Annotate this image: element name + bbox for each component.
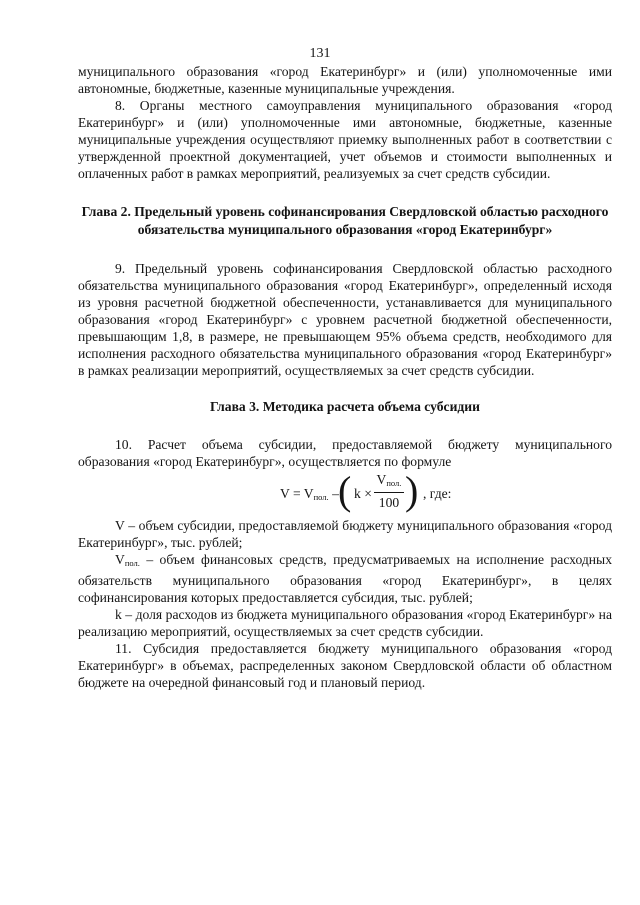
definition-v-symbol: V (115, 517, 129, 533)
formula-v: V (280, 485, 290, 501)
chapter-3-heading: Глава 3. Методика расчета объема субсидии (210, 399, 480, 414)
document-body (78, 63, 612, 691)
paragraph-8: 8. Органы местного самоуправления муниципального образования «город Екатеринбург» и (или) уполномоченные ими автономные, бюджетные, казенные муниципальные учреждения осуществляют приемку выполненных работ в соответствии с утвержденной проектной документацией, учет объемов и стоимости выполненных и оплаченных работ в рамках мероприятий, реализуемых за счет средств субсидии. (78, 98, 612, 181)
formula-minus: – (328, 485, 339, 501)
definition-k (78, 606, 612, 640)
formula-times: × (360, 485, 372, 501)
formula-left-side (280, 485, 339, 506)
formula-k-term (354, 485, 372, 502)
formula-vpol: V (303, 485, 314, 501)
definition-vpol (78, 551, 612, 606)
formula-left-paren: ( (338, 467, 352, 513)
page-number: 131 (309, 46, 331, 61)
formula-fraction-denominator: 100 (378, 494, 400, 510)
chapter-2-heading (78, 203, 612, 238)
definition-v-text: – объем субсидии, предоставляемой бюджету муниципального образования «город Екатеринбург», тыс. рублей; (78, 517, 612, 550)
paragraph-10: 10. Расчет объема субсидии, предоставляемой бюджету муниципального образования «город Екатеринбург», осуществляется по формуле (78, 436, 612, 469)
formula-vpol-subscript: пол. (313, 491, 329, 502)
chapter-2-title: Глава 2. Предельный уровень софинансирования Свердловской областью расходного обязательства муниципального образования «город Екатеринбург» (81, 204, 609, 237)
formula-frac-subscript: пол. (386, 477, 402, 488)
formula-where-label: , где: (423, 485, 452, 501)
subsidy-formula (78, 467, 612, 515)
formula-right-paren: ) (405, 467, 419, 513)
definition-k-text: – доля расходов из бюджета муниципального образования «город Екатеринбург» на реализацию мероприятий, осуществляемых за счет средств субсидии. (78, 606, 612, 639)
paragraph-intro: муниципального образования «город Екатеринбург» и (или) уполномоченные ими автономные, бюджетные, казенные муниципальные учреждения. (78, 64, 612, 96)
definition-k-symbol: k (115, 606, 126, 622)
definition-vpol-subscript: пол. (124, 557, 140, 568)
formula-k: k (354, 485, 361, 501)
definition-vpol-symbol: V (115, 551, 125, 567)
formula-frac-v: V (376, 471, 387, 487)
definition-vpol-text: – объем финансовых средств, предусматриваемых на исполнение расходных обязательств муниципального образования «город Екатеринбург», в целях софинансирования которых предоставляется субсидия, тыс. рублей; (78, 551, 612, 605)
paragraph-9: 9. Предельный уровень софинансирования Свердловской областью расходного обязательства муниципального образования «город Екатеринбург», определенный исходя из уровня расчетной бюджетной обеспеченности, устанавливается для муниципального образования «город Екатеринбург» с уровнем расчетной бюджетной обеспеченности, превышающим 1,8, в размере, не превышающем 95% объема средств, необходимого для исполнения расходного обязательства муниципального образования «город Екатеринбург» в рамках реализации мероприятий, осуществляемых за счет средств субсидии. (78, 261, 612, 378)
formula-fraction (374, 471, 404, 513)
definition-v (78, 517, 612, 551)
paragraph-11: 11. Субсидия предоставляется бюджету муниципального образования «город Екатеринбург» в объемах, распределенных законом Свердловской области об областном бюджете на очередной финансовый год и плановый период. (78, 640, 612, 690)
formula-equals: = (289, 485, 304, 501)
formula-fraction-numerator (374, 471, 404, 493)
